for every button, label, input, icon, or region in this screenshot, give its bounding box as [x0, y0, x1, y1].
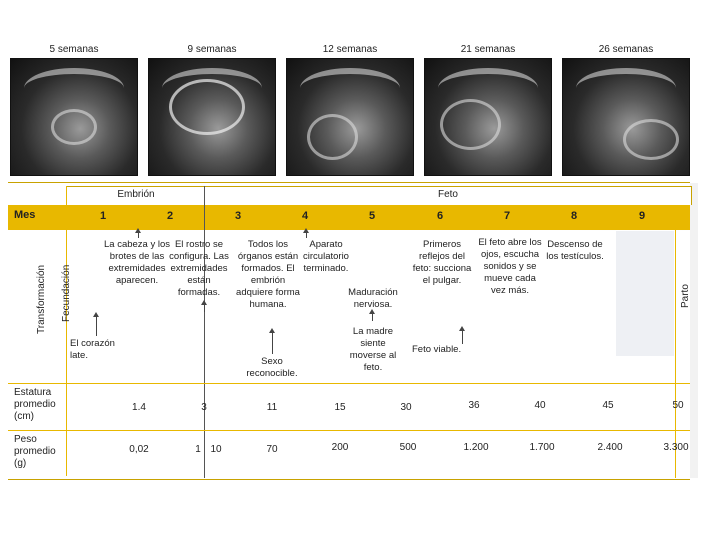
ultrasound-image-26-weeks [562, 58, 690, 176]
arrow-corazon [96, 316, 97, 336]
note-corazon: El corazón late. [70, 338, 115, 361]
month-4: 4 [301, 210, 309, 222]
ultrasound-image-5-weeks [10, 58, 138, 176]
note-rostro: El rostro se configura. Las extremidades están formadas. [169, 239, 229, 298]
arrow-sexo [272, 332, 273, 354]
peso-5: 200 [331, 442, 349, 453]
estatura-8: 45 [602, 400, 614, 411]
week-label-5: 5 semanas [49, 44, 99, 55]
note-viable: Feto viable. [412, 344, 462, 355]
estatura-6: 36 [468, 400, 480, 411]
peso-7: 1.200 [463, 442, 489, 453]
month-7: 7 [503, 210, 511, 222]
estatura-5: 30 [400, 402, 412, 413]
week-label-9: 9 semanas [187, 44, 237, 55]
week-label-26: 26 semanas [598, 44, 654, 55]
estatura-7: 40 [534, 400, 546, 411]
peso-label: Peso promedio (g) [14, 434, 56, 469]
arrow-cabeza [138, 232, 139, 238]
week-label-21: 21 semanas [460, 44, 516, 55]
month-8: 8 [570, 210, 578, 222]
fecundacion-label: Fecundación [61, 264, 72, 322]
estatura-9: 50 [672, 400, 684, 411]
month-5: 5 [368, 210, 376, 222]
note-abre-ojos: El feto abre los ojos, escucha sonidos y se mueve cada vez más. [478, 237, 542, 296]
note-aparato: Aparato circulatorio terminado. [303, 239, 349, 274]
mes-label: Mes [14, 209, 36, 221]
note-descenso: Descenso de los testículos. [546, 239, 604, 262]
month-2: 2 [166, 210, 174, 222]
peso-2: 1 [195, 444, 201, 455]
ultrasound-image-21-weeks [424, 58, 552, 176]
estatura-label: Estatura promedio (cm) [14, 387, 56, 422]
peso-1: 0,02 [129, 444, 149, 455]
note-reflejos: Primeros reflejos del feto: succiona el pulgar. [412, 239, 472, 286]
peso-6: 500 [399, 442, 417, 453]
arrow-viable [462, 330, 463, 344]
note-cabeza: La cabeza y los brotes de las extremidades aparecen. [104, 239, 171, 286]
month-6: 6 [436, 210, 444, 222]
month-9: 9 [638, 210, 646, 222]
peso-4: 70 [266, 444, 278, 455]
note-organos: Todos los órganos están formados. El embrión adquiere forma humana. [236, 239, 300, 310]
note-madre: La madre siente moverse al feto. [349, 326, 397, 373]
peso-8: 1.700 [529, 442, 555, 453]
parto-label: Parto [680, 284, 691, 308]
month-3: 3 [234, 210, 242, 222]
ultrasound-image-12-weeks [286, 58, 414, 176]
estatura-3: 11 [266, 402, 278, 413]
note-sexo: Sexo reconocible. [246, 356, 298, 379]
estatura-4: 15 [334, 402, 346, 413]
estatura-1: 1.4 [132, 402, 146, 413]
phase-feto: Feto [204, 186, 692, 205]
phase-embrion: Embrión [66, 186, 206, 205]
peso-9: 2.400 [597, 442, 623, 453]
estatura-2: 3 [201, 402, 207, 413]
peso-3: 10 [210, 444, 222, 455]
transformacion-label: Transformación [36, 264, 47, 334]
arrow-madre [372, 313, 373, 321]
ultrasound-image-9-weeks [148, 58, 276, 176]
note-maduracion: Maduración nerviosa. [348, 287, 398, 310]
peso-10: 3.300 [663, 442, 689, 453]
month-1: 1 [99, 210, 107, 222]
arrow-aparato [306, 232, 307, 238]
week-label-12: 12 semanas [322, 44, 378, 55]
arrow-rostro [204, 304, 205, 312]
